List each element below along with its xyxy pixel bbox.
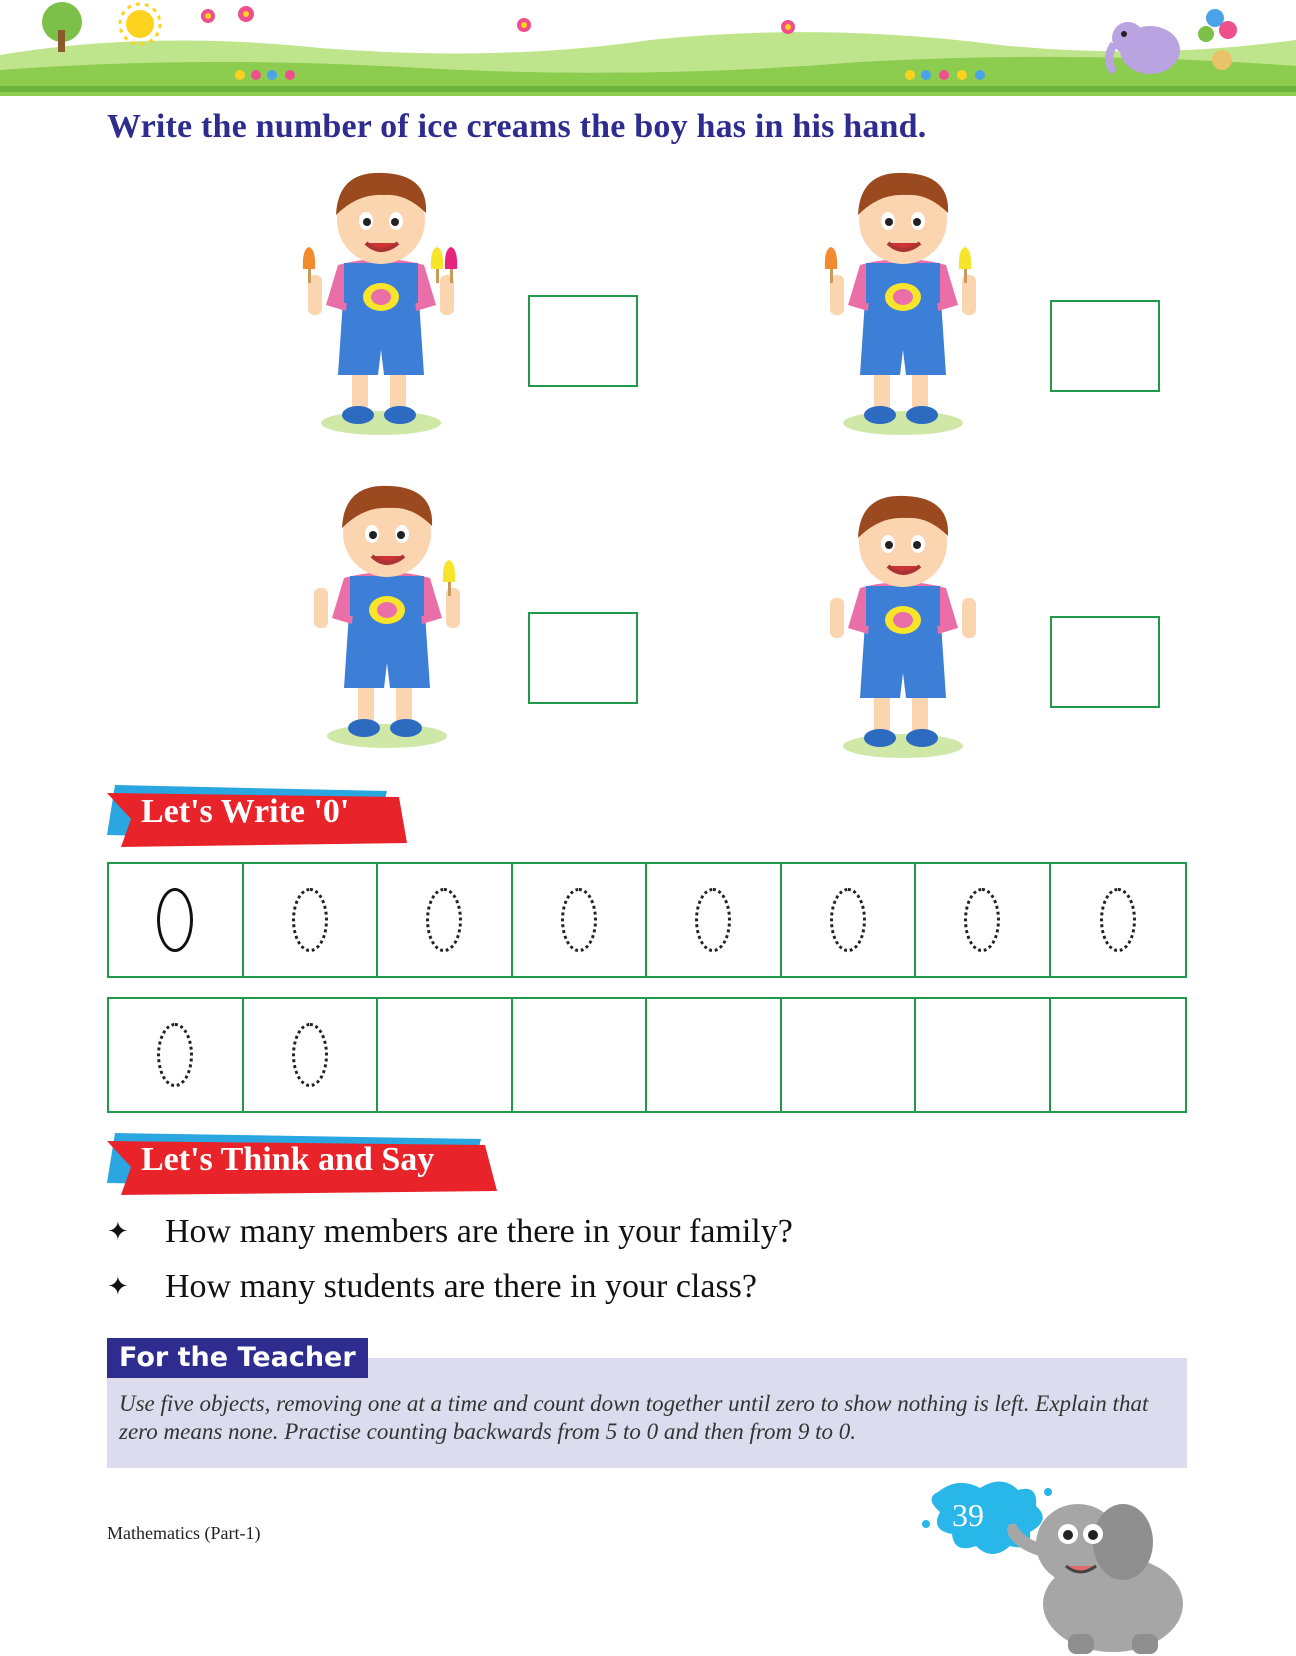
zero-solid-glyph — [157, 888, 193, 952]
zero-dotted-glyph — [830, 888, 866, 952]
writing-grid-row-2 — [107, 997, 1187, 1113]
question-text: How many students are there in your class? — [165, 1268, 757, 1305]
section-ribbon-write — [107, 785, 407, 847]
star-bullet-icon: ✦ — [107, 1217, 129, 1246]
section-ribbon-think — [107, 1133, 497, 1195]
header-banner — [0, 0, 1296, 96]
writing-cell[interactable] — [782, 999, 917, 1111]
writing-cell[interactable] — [916, 999, 1051, 1111]
writing-cell[interactable] — [378, 999, 513, 1111]
teacher-note-text: Use five objects, removing one at a time and count down together until zero to show nothing is left. Explain that zero means none. Practise counting backwards from 5 to 0 and then from 9 to 0. — [119, 1391, 1149, 1444]
teacher-note-label: For the Teacher — [107, 1338, 368, 1378]
zero-dotted-glyph — [426, 888, 462, 952]
writing-cell[interactable] — [109, 999, 244, 1111]
answer-box[interactable] — [528, 612, 638, 704]
answer-box[interactable] — [528, 295, 638, 387]
star-bullet-icon: ✦ — [107, 1272, 129, 1301]
writing-cell[interactable] — [109, 864, 244, 976]
boy-icon — [808, 165, 998, 435]
writing-cell[interactable] — [513, 999, 648, 1111]
zero-dotted-glyph — [157, 1023, 193, 1087]
question-item — [107, 1213, 793, 1251]
zero-dotted-glyph — [292, 888, 328, 952]
writing-cell[interactable] — [782, 864, 917, 976]
page-number: 39 — [952, 1497, 984, 1533]
writing-cell[interactable] — [1051, 999, 1186, 1111]
section-title-write: Let's Write '0' — [141, 793, 350, 830]
writing-cell[interactable] — [647, 864, 782, 976]
zero-dotted-glyph — [561, 888, 597, 952]
writing-cell[interactable] — [244, 999, 379, 1111]
book-title-footer: Mathematics (Part-1) — [107, 1523, 261, 1543]
section-title-think: Let's Think and Say — [141, 1141, 435, 1178]
question-item — [107, 1268, 757, 1306]
writing-cell[interactable] — [916, 864, 1051, 976]
answer-box[interactable] — [1050, 616, 1160, 708]
instruction-heading: Write the number of ice creams the boy has in his hand. — [107, 108, 927, 145]
boy-icon — [292, 478, 482, 748]
zero-dotted-glyph — [292, 1023, 328, 1087]
writing-cell[interactable] — [647, 999, 782, 1111]
writing-grid-row-1 — [107, 862, 1187, 978]
writing-cell[interactable] — [1051, 864, 1186, 976]
question-text: How many members are there in your family? — [165, 1213, 793, 1250]
zero-dotted-glyph — [964, 888, 1000, 952]
answer-box[interactable] — [1050, 300, 1160, 392]
boy-icon — [808, 488, 998, 758]
writing-cell[interactable] — [513, 864, 648, 976]
zero-dotted-glyph — [695, 888, 731, 952]
boy-icon — [286, 165, 476, 435]
writing-cell[interactable] — [378, 864, 513, 976]
writing-cell[interactable] — [244, 864, 379, 976]
zero-dotted-glyph — [1100, 888, 1136, 952]
